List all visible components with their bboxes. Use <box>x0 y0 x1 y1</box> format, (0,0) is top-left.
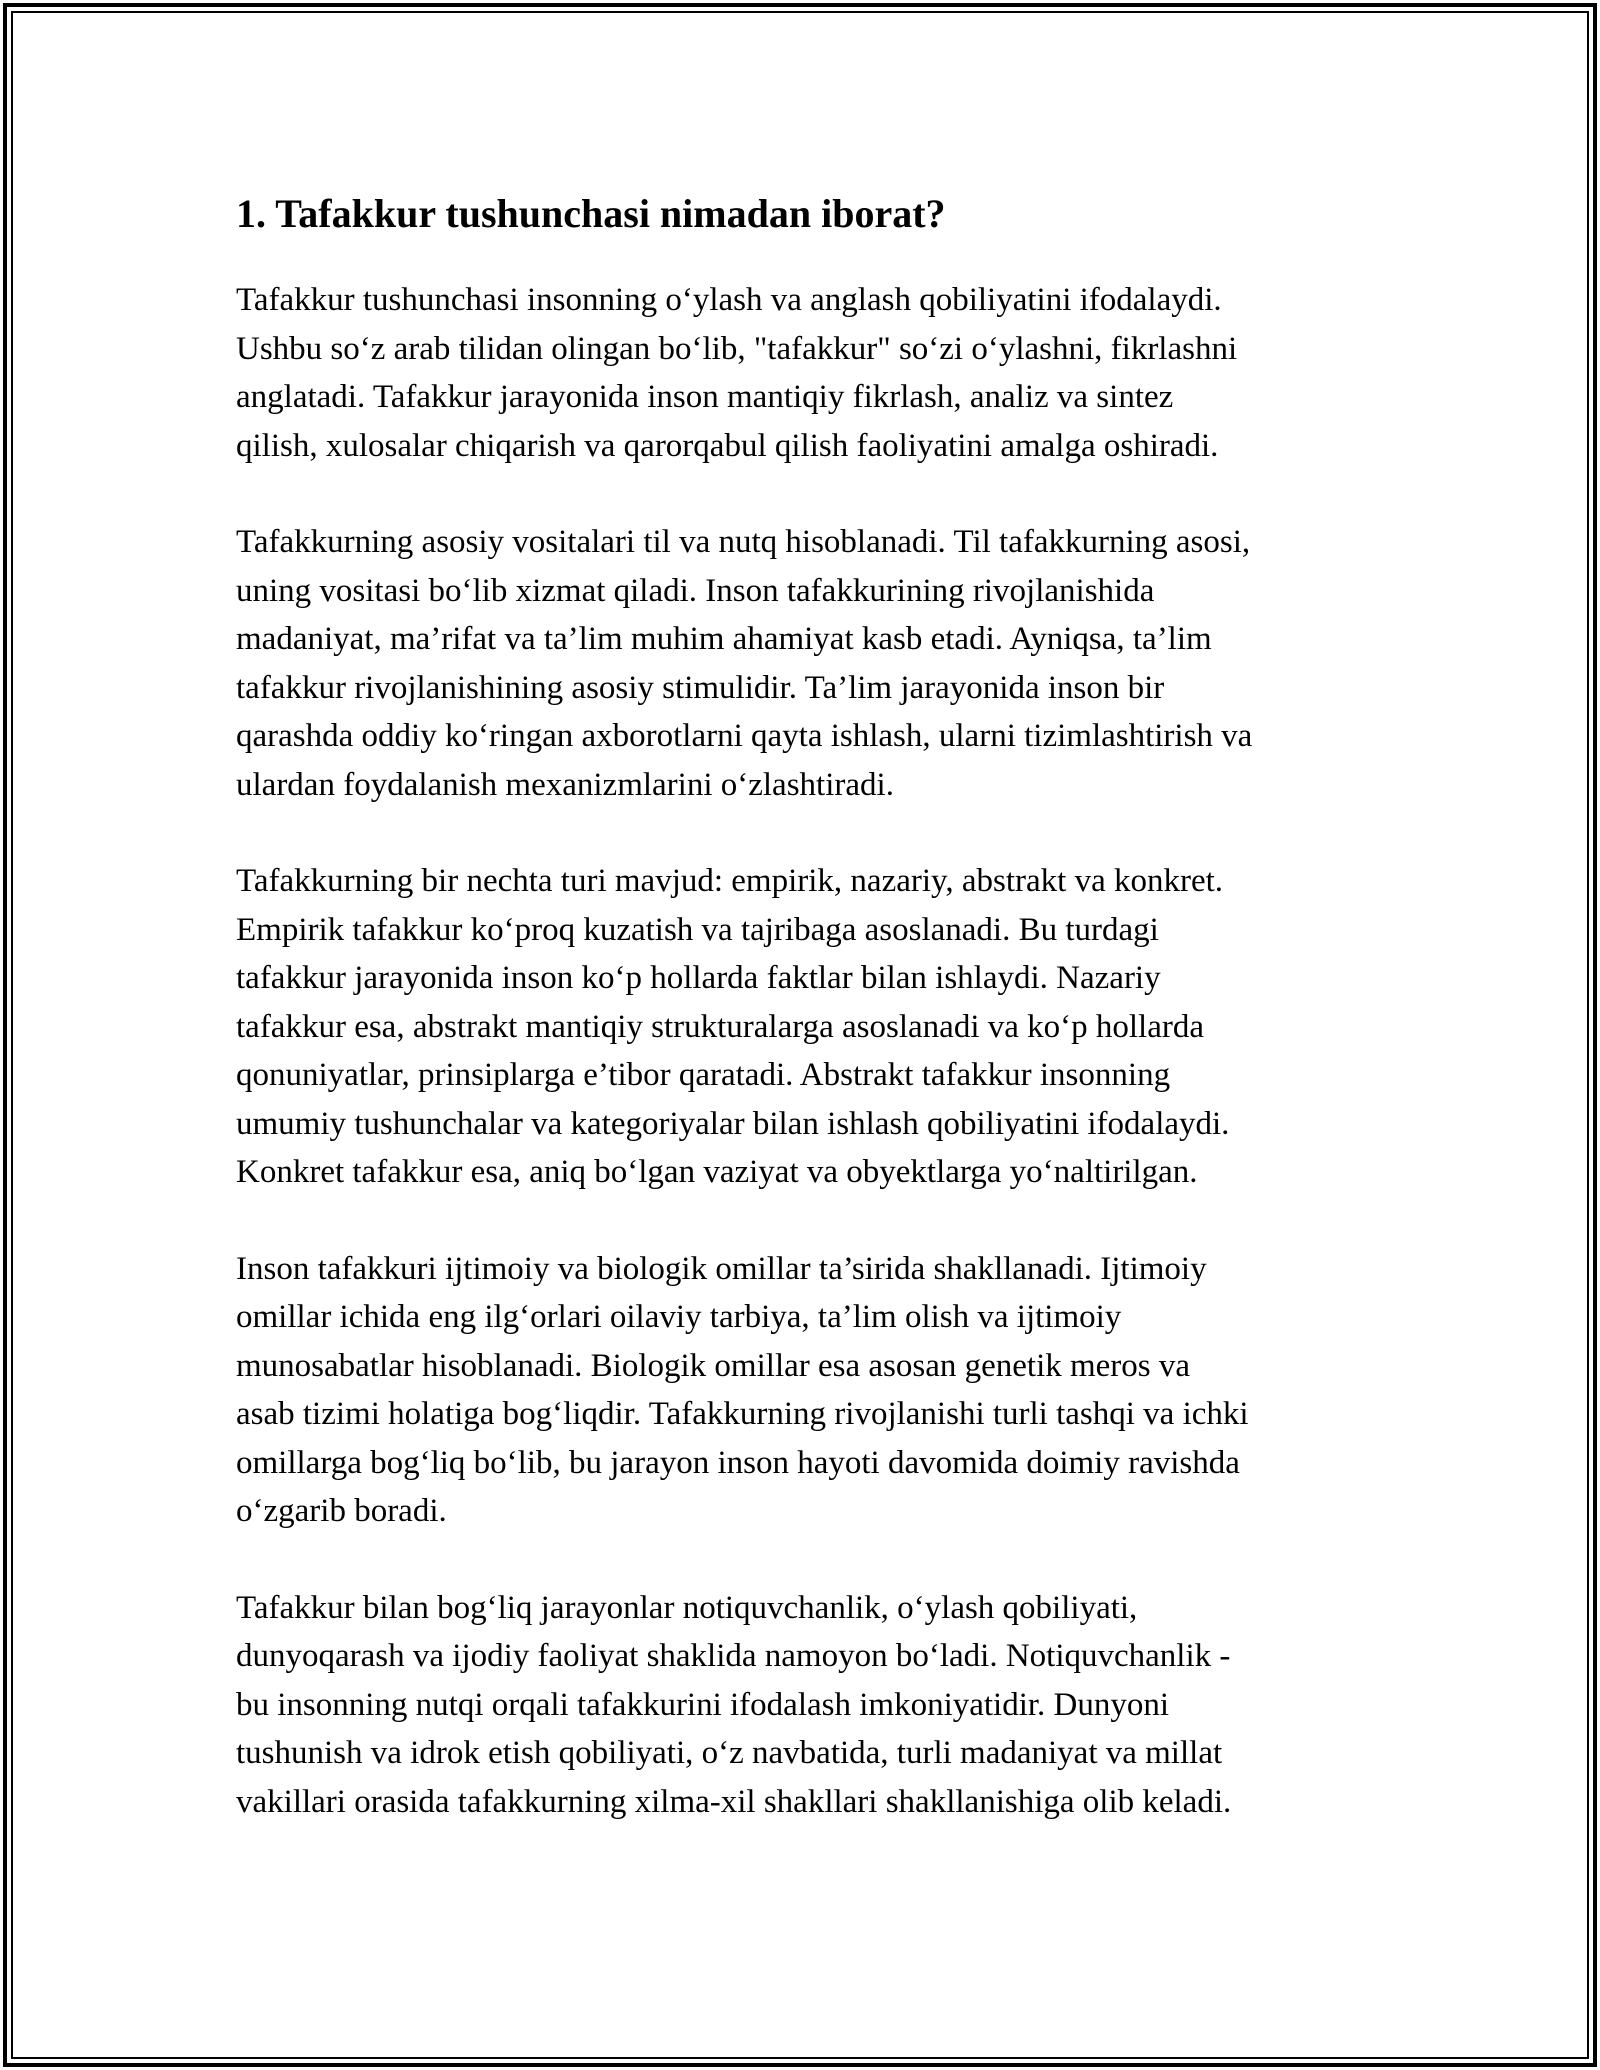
text-line: madaniyat, ma’rifat va ta’lim muhim ahamiyat kasb etadi. Ayniqsa, ta’lim <box>236 621 1212 657</box>
section-heading: 1. Tafakkur tushunchasi nimadan iborat? <box>236 191 946 236</box>
text-line: tafakkur esa, abstrakt mantiqiy strukturalarga asoslanadi va ko‘p hollarda <box>236 1008 1204 1045</box>
text-line: tafakkur rivojlanishining asosiy stimulidir. Ta’lim jarayonida inson bir <box>236 669 1165 706</box>
text-line: asab tizimi holatiga bog‘liqdir. Tafakkurning rivojlanishi turli tashqi va ichki <box>236 1396 1249 1432</box>
text-line: o‘zgarib boradi. <box>236 1493 447 1529</box>
paragraph-2 <box>236 518 1381 809</box>
text-line: qilish, xulosalar chiqarish va qarorqabul qilish faoliyatini amalga oshiradi. <box>236 427 1219 464</box>
text-line: qonuniyatlar, prinsiplarga e’tibor qaratadi. Abstrakt tafakkur insonning <box>236 1057 1171 1093</box>
text-line: bu insonning nutqi orqali tafakkurini ifodalash imkoniyatidir. Dunyoni <box>236 1686 1170 1723</box>
paragraph-3 <box>236 857 1381 1197</box>
text-line: Inson tafakkuri ijtimoiy va biologik omillar ta’sirida shakllanadi. Ijtimoiy <box>236 1250 1207 1287</box>
text-line: umumiy tushunchalar va kategoriyalar bilan ishlash qobiliyatini ifodalaydi. <box>236 1105 1230 1142</box>
text-line: tushunish va idrok etish qobiliyati, o‘z navbatida, turli madaniyat va millat <box>236 1735 1223 1771</box>
text-line: Tafakkur tushunchasi insonning o‘ylash va anglash qobiliyatini ifodalaydi. <box>236 282 1222 318</box>
text-line: Tafakkur bilan bog‘liq jarayonlar notiquvchanlik, o‘ylash qobiliyati, <box>236 1589 1138 1626</box>
text-line: Ushbu so‘z arab tilidan olingan bo‘lib, "tafakkur" so‘zi o‘ylashni, fikrlashni <box>236 330 1238 367</box>
text-line: omillar ichida eng ilg‘orlari oilaviy tarbiya, ta’lim olish va ijtimoiy <box>236 1299 1122 1335</box>
text-line: Tafakkurning asosiy vositalari til va nutq hisoblanadi. Til tafakkurning asosi, <box>236 524 1251 560</box>
text-line: ulardan foydalanish mexanizmlarini o‘zlashtiradi. <box>236 766 894 803</box>
text-line: Konkret tafakkur esa, aniq bo‘lgan vaziyat va obyektlarga yo‘naltirilgan. <box>236 1154 1198 1190</box>
text-line: munosabatlar hisoblanadi. Biologik omillar esa asosan genetik meros va <box>236 1347 1191 1384</box>
text-line: omillarga bog‘liq bo‘lib, bu jarayon inson hayoti davomida doimiy ravishda <box>236 1444 1240 1481</box>
text-line: qarashda oddiy ko‘ringan axborotlarni qayta ishlash, ularni tizimlashtirish va <box>236 718 1253 754</box>
paragraph-5 <box>236 1584 1381 1827</box>
paragraph-4 <box>236 1245 1381 1536</box>
text-line: tafakkur jarayonida inson ko‘p hollarda faktlar bilan ishlaydi. Nazariy <box>236 960 1161 996</box>
paragraph-1 <box>236 276 1381 470</box>
text-line: uning vositasi bo‘lib xizmat qiladi. Inson tafakkurining rivojlanishida <box>236 572 1155 609</box>
document-body <box>236 178 1381 1874</box>
text-line: vakillari orasida tafakkurning xilma-xil shakllari shakllanishiga olib keladi. <box>236 1783 1232 1820</box>
text-line: anglatadi. Tafakkur jarayonida inson mantiqiy fikrlash, analiz va sintez <box>236 379 1174 415</box>
text-line: Tafakkurning bir nechta turi mavjud: empirik, nazariy, abstrakt va konkret. <box>236 863 1224 899</box>
text-line: dunyoqarash va ijodiy faoliyat shaklida namoyon bo‘ladi. Notiquvchanlik - <box>236 1638 1231 1674</box>
text-line: Empirik tafakkur ko‘proq kuzatish va tajribaga asoslanadi. Bu turdagi <box>236 911 1159 948</box>
